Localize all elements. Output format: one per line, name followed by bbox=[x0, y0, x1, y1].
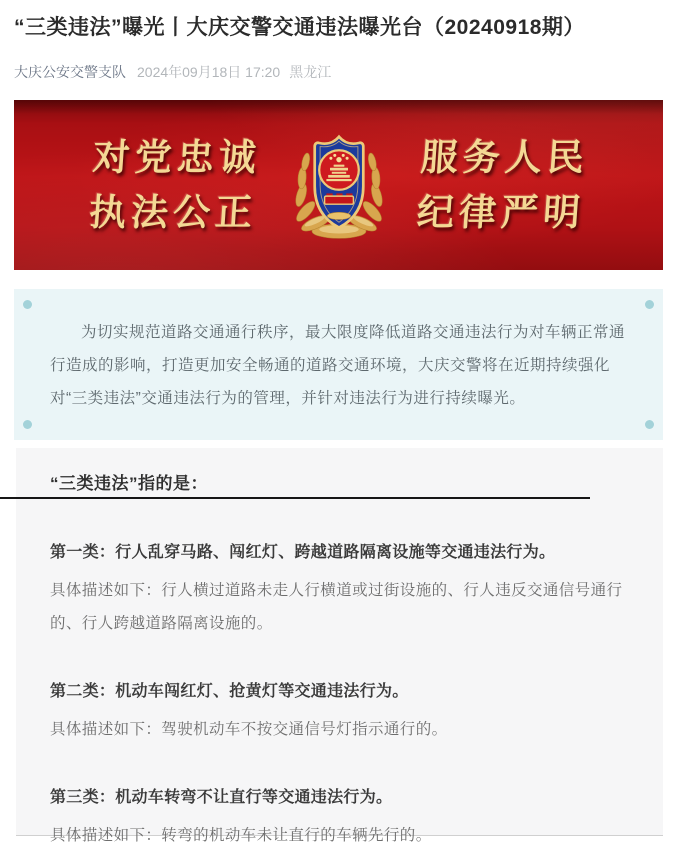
slogan-right-line2: 纪律严明 bbox=[415, 192, 587, 234]
violation-3-description: 具体描述如下：转弯的机动车未让直行的车辆先行的。 bbox=[50, 827, 432, 845]
violations-heading: “三类违法”指的是： bbox=[50, 474, 208, 494]
police-slogan-banner-image[interactable] bbox=[14, 100, 663, 270]
violation-1-description: 具体描述如下：行人横过道路未走人行横道或过街设施的、行人违反交通信号通行的、行人跨越道路隔离设施的。 bbox=[50, 582, 623, 633]
corner-dot-bottom-right bbox=[645, 420, 654, 429]
corner-dot-top-right bbox=[645, 300, 654, 309]
police-badge-icon bbox=[285, 122, 393, 254]
violation-item-2 bbox=[50, 681, 633, 746]
violation-item-1 bbox=[50, 542, 633, 640]
publish-location: 黑龙江 bbox=[289, 64, 332, 81]
byline bbox=[14, 63, 663, 81]
violation-2-description: 具体描述如下：驾驶机动车不按交通信号灯指示通行的。 bbox=[50, 721, 448, 739]
article-title: “三类违法”曝光丨大庆交警交通违法曝光台（20240918期） bbox=[14, 16, 585, 39]
slogan-right-line1: 服务人民 bbox=[418, 137, 590, 179]
corner-dot-top-left bbox=[23, 300, 32, 309]
slogan-left-line2: 执法公正 bbox=[87, 192, 259, 234]
slogan-left bbox=[87, 130, 263, 240]
intro-paragraph: 为切实规范道路交通通行秩序，最大限度降低道路交通违法行为对车辆正常通行造成的影响，打造更加安全畅通的道路交通环境，大庆交警将在近期持续强化对“三类违法”交通违法行为的管理，并针对违法行为进行持续曝光。 bbox=[50, 324, 626, 408]
violation-2-title: 第二类：机动车闯红灯、抢黄灯等交通违法行为。 bbox=[50, 683, 409, 701]
author-account-link[interactable]: 大庆公安交警支队 bbox=[14, 64, 126, 81]
heading-underline bbox=[0, 497, 590, 499]
violation-1-title: 第一类：行人乱穿马路、闯红灯、跨越道路隔离设施等交通违法行为。 bbox=[50, 544, 556, 562]
slogan-right bbox=[415, 130, 591, 240]
violation-3-title: 第三类：机动车转弯不让直行等交通违法行为。 bbox=[50, 789, 393, 807]
publish-datetime: 2024年09月18日 17:20 bbox=[137, 64, 281, 81]
intro-box bbox=[14, 289, 663, 440]
slogan-left-line1: 对党忠诚 bbox=[90, 137, 262, 179]
violations-section bbox=[16, 448, 663, 845]
violation-item-3 bbox=[50, 787, 633, 847]
corner-dot-bottom-left bbox=[23, 420, 32, 429]
